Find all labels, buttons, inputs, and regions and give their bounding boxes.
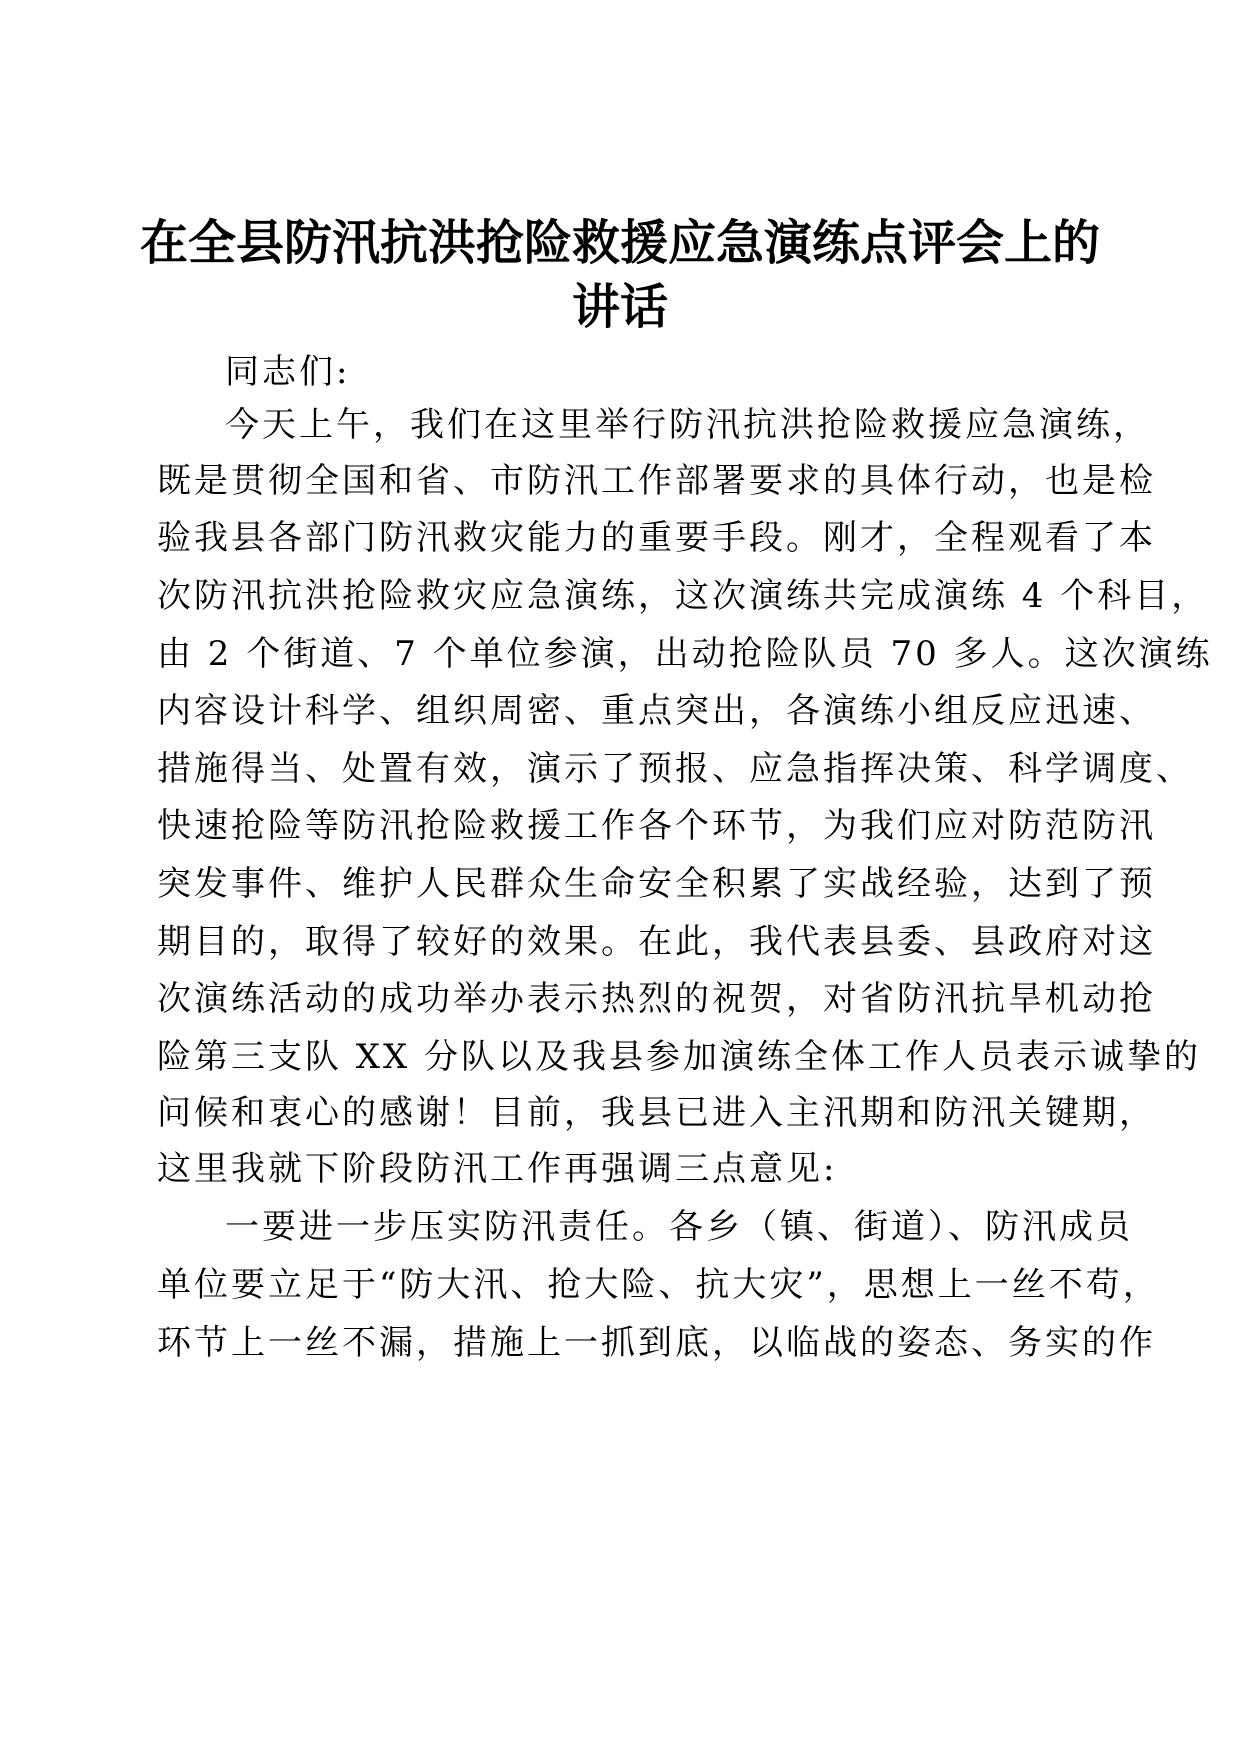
paragraph-1-line-13: 问候和衷心的感谢！目前，我县已进入主汛期和防汛关键期， [157, 1093, 1156, 1133]
document-title-line-2: 讲话 [571, 279, 668, 335]
paragraph-2-line-2: 单位要立足于“防大汛、抢大险、抗大灾”，思想上一丝不苟， [157, 1265, 1160, 1305]
salutation: 同志们: [225, 352, 351, 392]
paragraph-1-line-12: 险第三支队 XX 分队以及我县参加演练全体工作人员表示诚挚的 [157, 1037, 1202, 1077]
paragraph-1-line-10: 期目的，取得了较好的效果。在此，我代表县委、县政府对这 [157, 922, 1156, 962]
paragraph-2-line-3: 环节上一丝不漏，措施上一抓到底，以临战的姿态、务实的作 [157, 1323, 1156, 1363]
paragraph-2-line-1: 一要进一步压实防汛责任。各乡（镇、街道）、防汛成员 [225, 1207, 1133, 1247]
paragraph-1-line-9: 突发事件、维护人民群众生命安全积累了实战经验，达到了预 [157, 864, 1156, 904]
paragraph-1-line-8: 快速抢险等防汛抢险救援工作各个环节，为我们应对防范防汛 [157, 806, 1156, 846]
paragraph-1-line-6: 内容设计科学、组织周密、重点突出，各演练小组反应迅速、 [157, 691, 1156, 731]
paragraph-1-line-7: 措施得当、处置有效，演示了预报、应急指挥决策、科学调度、 [157, 749, 1193, 789]
paragraph-1-line-11: 次演练活动的成功举办表示热烈的祝贺，对省防汛抗旱机动抢 [157, 979, 1156, 1019]
paragraph-1-line-5: 由 2 个街道、7 个单位参演，出动抢险队员 70 多人。这次演练 [157, 634, 1213, 674]
paragraph-1-line-4: 次防汛抗洪抢险救灾应急演练，这次演练共完成演练 4 个科目， [157, 576, 1209, 616]
paragraph-1-line-3: 验我县各部门防汛救灾能力的重要手段。刚才，全程观看了本 [157, 518, 1156, 558]
document-title-line-1: 在全县防汛抗洪抢险救援应急演练点评会上的 [139, 215, 1100, 271]
paragraph-1-line-14: 这里我就下阶段防汛工作再强调三点意见: [157, 1149, 838, 1189]
paragraph-1-line-2: 既是贯彻全国和省、市防汛工作部署要求的具体行动，也是检 [157, 461, 1156, 501]
paragraph-1-line-1: 今天上午，我们在这里举行防汛抗洪抢险救援应急演练， [225, 405, 1150, 445]
